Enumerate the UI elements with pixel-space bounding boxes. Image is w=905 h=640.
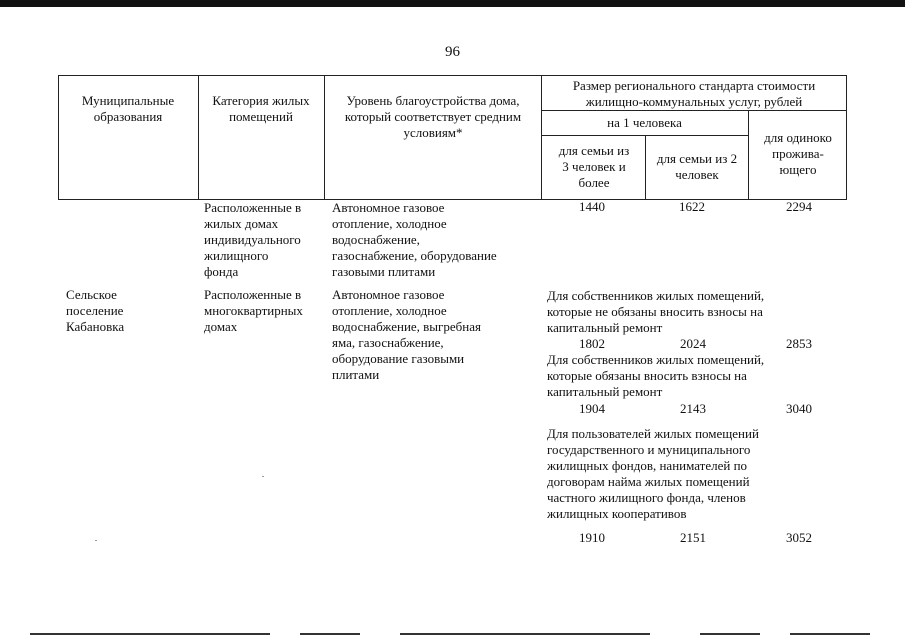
row2-level-line-1: Автономное газовое bbox=[332, 287, 445, 302]
group2-value-family3: 1904 bbox=[579, 401, 605, 416]
row1-level-line-1: Автономное газовое bbox=[332, 200, 445, 215]
group3-value-single: 3052 bbox=[786, 530, 812, 545]
group1-note-line-2: которые не обязаны вносить взносы на bbox=[547, 304, 763, 319]
row1-category-line-4: жилищного bbox=[204, 248, 269, 263]
top-border-bar bbox=[0, 0, 905, 7]
row1-value-single: 2294 bbox=[786, 199, 812, 214]
group2-value-single: 3040 bbox=[786, 401, 812, 416]
bottom-border-segment bbox=[700, 633, 760, 635]
group3-value-family3: 1910 bbox=[579, 530, 605, 545]
group1-value-single: 2853 bbox=[786, 336, 812, 351]
header-level: Уровень благоустройства дома, который соответствует средним условиям* bbox=[344, 93, 522, 140]
group3-note-line-4: договорам найма жилых помещений bbox=[547, 474, 750, 489]
group2-note-line-1: Для собственников жилых помещений, bbox=[547, 352, 765, 367]
group2-note-line-2: которые обязаны вносить взносы на bbox=[547, 368, 747, 383]
row1-category-line-2: жилых домах bbox=[204, 216, 279, 231]
header-family-2: для семьи из 2 человек bbox=[656, 151, 738, 182]
group1-note-line-1: Для собственников жилых помещений, bbox=[547, 288, 765, 303]
column-divider-4 bbox=[645, 135, 646, 200]
table-header-bottom-border bbox=[58, 199, 846, 200]
table-right-border bbox=[846, 75, 847, 200]
column-divider-3 bbox=[541, 75, 542, 200]
header-category: Категория жилых помещений bbox=[212, 93, 310, 124]
row1-value-family3: 1440 bbox=[579, 199, 605, 214]
bottom-border-segment bbox=[300, 633, 360, 635]
row1-category-line-5: фонда bbox=[204, 264, 239, 279]
table-left-border bbox=[58, 75, 59, 200]
group3-value-family2: 2151 bbox=[680, 530, 706, 545]
row2-category-line-3: домах bbox=[204, 319, 238, 334]
group1-value-family2: 2024 bbox=[680, 336, 706, 351]
bottom-border-segment bbox=[30, 633, 270, 635]
header-standard-size: Размер регионального стандарта стоимости жилищно-коммунальных услуг, рублей bbox=[572, 78, 816, 109]
bottom-border-segment bbox=[790, 633, 870, 635]
row1-category-line-1: Расположенные в bbox=[204, 200, 302, 215]
group3-note-line-6: жилищных кооперативов bbox=[547, 506, 687, 521]
row2-category-line-2: многоквартирных bbox=[204, 303, 303, 318]
row2-level-line-2: отопление, холодное bbox=[332, 303, 447, 318]
row2-level-line-6: плитами bbox=[332, 367, 380, 382]
group3-note-line-3: жилищных фондов, нанимателей по bbox=[547, 458, 748, 473]
municipality-line-2: поселение bbox=[66, 303, 124, 318]
scan-speck bbox=[262, 476, 264, 477]
row1-level-line-4: газоснабжение, оборудование bbox=[332, 248, 497, 263]
header-single: для одиноко прожива-ющего bbox=[764, 130, 832, 177]
row1-level-line-2: отопление, холодное bbox=[332, 216, 447, 231]
municipality-line-3: Кабановка bbox=[66, 319, 125, 334]
group3-note-line-2: государственного и муниципального bbox=[547, 442, 751, 457]
header-municipality: Муниципальные образования bbox=[81, 93, 175, 124]
row2-level-line-4: яма, газоснабжение, bbox=[332, 335, 444, 350]
size-subheader-border bbox=[541, 110, 846, 111]
column-divider-5 bbox=[748, 110, 749, 200]
row1-category-line-3: индивидуального bbox=[204, 232, 301, 247]
group1-value-family3: 1802 bbox=[579, 336, 605, 351]
group3-note-line-1: Для пользователей жилых помещений bbox=[547, 426, 759, 441]
group3-note-line-5: частного жилищного фонда, членов bbox=[547, 490, 746, 505]
column-divider-2 bbox=[324, 75, 325, 200]
row2-level-line-5: оборудование газовыми bbox=[332, 351, 465, 366]
row2-category-line-1: Расположенные в bbox=[204, 287, 302, 302]
municipality-line-1: Сельское bbox=[66, 287, 117, 302]
header-family-3: для семьи из 3 человек и более bbox=[558, 143, 630, 190]
group2-value-family2: 2143 bbox=[680, 401, 706, 416]
row1-level-line-3: водоснабжение, bbox=[332, 232, 420, 247]
row2-level-line-3: водоснабжение, выгребная bbox=[332, 319, 481, 334]
row1-level-line-5: газовыми плитами bbox=[332, 264, 436, 279]
scan-speck bbox=[95, 540, 97, 541]
header-per-person: на 1 человека bbox=[607, 115, 682, 130]
row1-value-family2: 1622 bbox=[679, 199, 705, 214]
table-top-border bbox=[58, 75, 846, 76]
column-divider-1 bbox=[198, 75, 199, 200]
page-number: 96 bbox=[445, 44, 460, 60]
group1-note-line-3: капитальный ремонт bbox=[547, 320, 663, 335]
group2-note-line-3: капитальный ремонт bbox=[547, 384, 663, 399]
bottom-border-segment bbox=[400, 633, 650, 635]
